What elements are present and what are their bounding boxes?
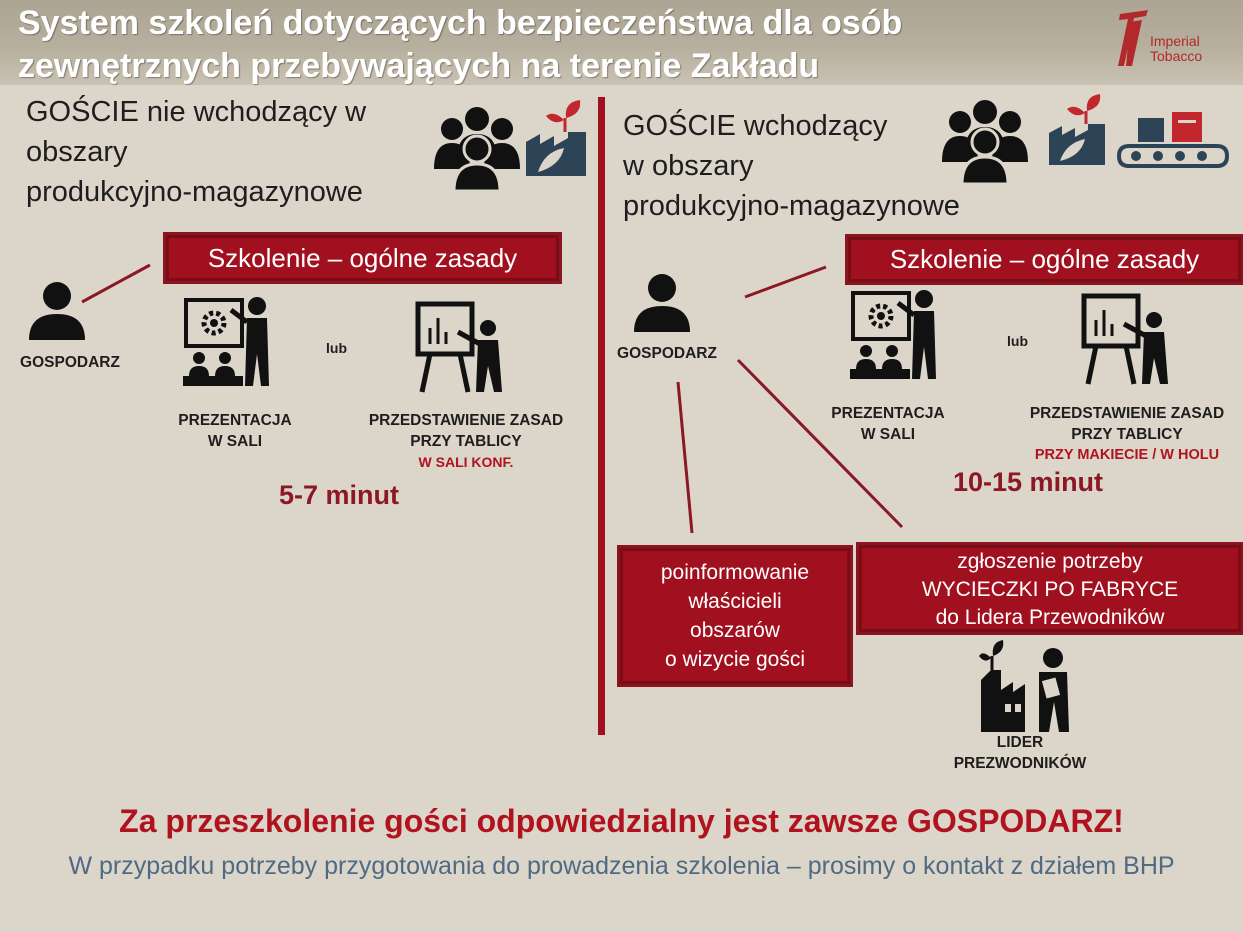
inform-owners-line3: obszarów [690,619,780,642]
inform-owners-line1: poinformowanie [660,561,810,584]
people-group-icon [938,96,1033,186]
right-duration: 10-15 minut [953,467,1104,497]
factory-leaf-icon [1047,92,1109,167]
guide-leader-line2: PREZWODNIKÓW [953,755,1087,772]
presentation-room-icon [850,289,945,384]
right-or-label: lub [1007,333,1028,349]
page-title-line2: zewnętrznych przebywających na terenie Zakładu [18,47,820,85]
board-presenter-icon [1080,290,1175,385]
factory-tour-request-line1: zgłoszenie potrzeby [957,550,1143,573]
factory-tour-request-line2: WYCIECZKI PO FABRYCE [921,578,1179,601]
factory-leaf-icon [524,98,590,178]
right-option1-line1: PREZENTACJA [831,405,945,422]
contact-note: W przypadku potrzeby przygotowania do prowadzenia szkolenia – prosimy o kontakt z działem BHP [68,852,1175,880]
inform-owners-line2: właścicieli [688,590,782,613]
left-host-connector [82,265,150,302]
left-option1-line1: PREZENTACJA [178,412,292,429]
right-heading [623,106,960,226]
right-host-training-connector [745,267,826,297]
page-title-line1: System szkoleń dotyczących bezpieczeństwa dla osób [18,4,903,42]
right-option2-line3: PRZY MAKIECIE / W HOLU [1034,447,1220,463]
right-option2-line2: PRZY TABLICY [1071,426,1183,443]
host-person-icon [27,280,87,340]
left-option2-line3: W SALI KONF. [418,454,514,470]
left-training-box: Szkolenie – ogólne zasady [166,235,559,281]
left-option2-line2: PRZY TABLICY [410,433,522,450]
right-option2-line1: PRZEDSTAWIENIE ZASAD [1029,405,1225,422]
presentation-room-icon [183,296,278,391]
right-heading-guests: GOŚCIE [623,110,736,142]
left-option2-label [340,410,592,473]
left-heading [26,92,366,212]
host-person-icon [632,272,692,332]
guide-leader-icon [979,640,1079,735]
right-option1-label [808,403,968,445]
people-group-icon [430,103,525,193]
right-heading-line3: produkcyjno-magazynowe [623,190,960,222]
left-option2-line1: PRZEDSTAWIENIE ZASAD [368,412,564,429]
guide-leader-line1: LIDER [996,734,1044,751]
logo-line2: Tobacco [1150,48,1203,64]
guide-leader-label [930,732,1110,774]
right-option1-line2: W SALI [860,426,916,443]
board-presenter-icon [414,298,509,393]
right-host-label: GOSPODARZ [617,345,717,362]
logo-line1: Imperial [1150,33,1200,49]
left-host-label: GOSPODARZ [20,354,120,371]
left-heading-line3: produkcyjno-magazynowe [26,176,363,208]
left-or-label: lub [326,340,347,356]
left-heading-line2: obszary [26,136,128,168]
conveyor-belt-icon [1118,108,1228,178]
right-heading-line2: w obszary [623,150,754,182]
left-heading-rest: nie wchodzący w [138,96,367,128]
right-host-inform-connector [678,382,692,533]
inform-owners-box [620,548,850,684]
left-option1-line2: W SALI [207,433,263,450]
right-training-box: Szkolenie – ogólne zasady [848,237,1241,282]
left-option1-label [140,410,330,452]
right-heading-rest: wchodzący [735,110,888,142]
factory-tour-request-box [859,545,1241,632]
left-heading-guests: GOŚCIE [26,96,139,128]
factory-tour-request-line3: do Lidera Przewodników [935,606,1165,629]
inform-owners-line4: o wizycie gości [664,648,806,671]
right-option2-label [1006,403,1243,466]
responsibility-statement: Za przeszkolenie gości odpowiedzialny jest zawsze GOSPODARZ! [119,803,1124,839]
left-duration: 5-7 minut [279,480,400,510]
